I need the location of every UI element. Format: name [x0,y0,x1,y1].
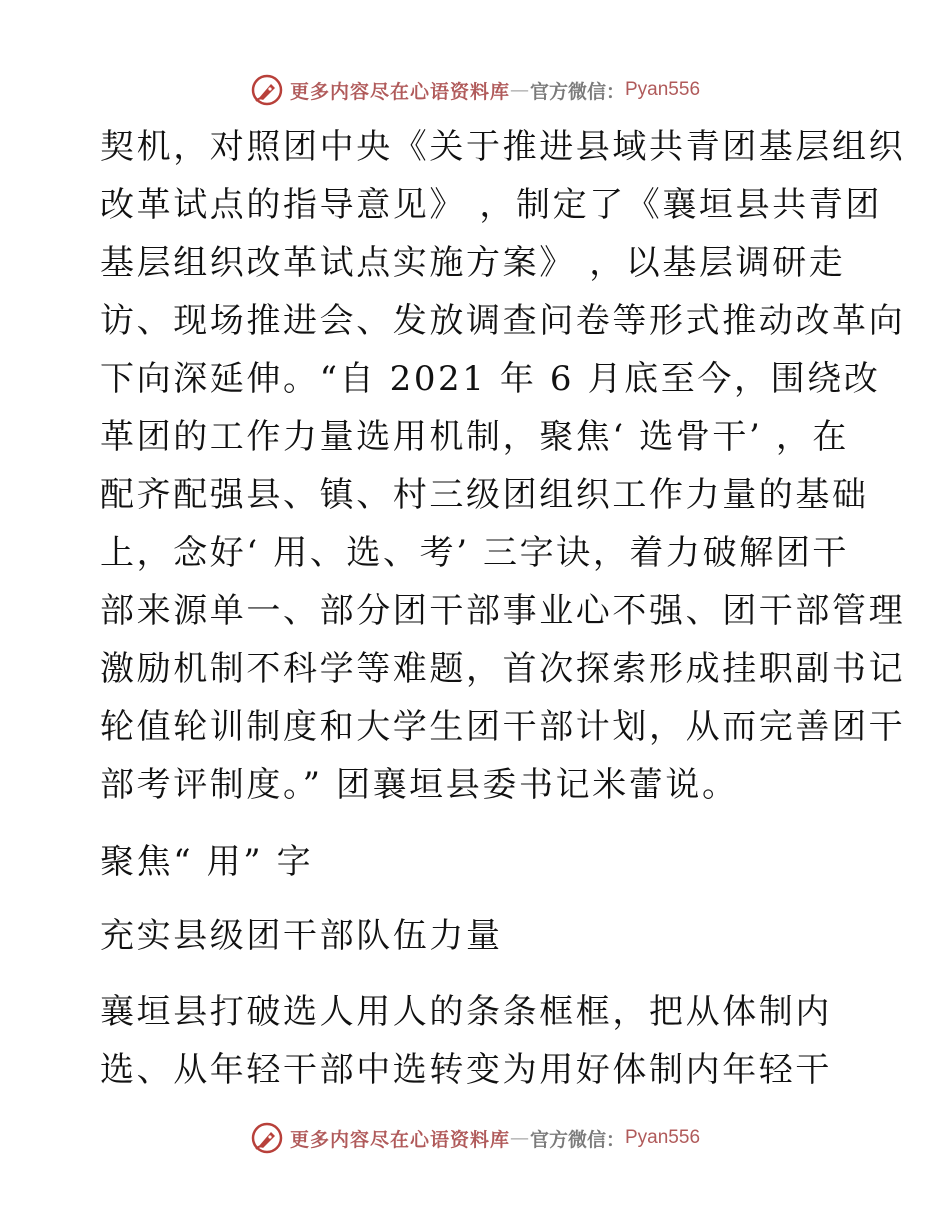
body-line-6: 革团的工作力量选用机制，聚焦‘ 选骨干’ ，在 [100,417,850,457]
pen-nib-logo-icon [250,1121,284,1155]
header-banner-account: Pyan556 [625,79,701,100]
body-line-1: 契机，对照团中央《关于推进县域共青团基层组织 [100,127,906,167]
body-line-13: 襄垣县打破选人用人的条条框框，把从体制内 [100,992,832,1032]
header-banner-dash: — [509,79,530,101]
header-banner-label: 官方微信： [529,80,625,103]
section-heading-2: 充实县级团干部队伍力量 [100,916,503,956]
section-heading-1: 聚焦“ 用” 字 [100,842,314,882]
body-line-12: 部考评制度。” 团襄垣县委书记米蕾说。 [100,765,739,805]
header-banner-text: 更多内容尽在心语资料库 [289,80,510,103]
footer-banner-account: Pyan556 [625,1127,701,1148]
header-banner [0,70,950,110]
body-line-14: 选、从年轻干部中选转变为用好体制内年轻干 [100,1050,832,1090]
body-line-3: 基层组织改革试点实施方案》 ，以基层调研走 [100,243,846,283]
pen-nib-logo-icon [250,73,284,107]
footer-banner-text: 更多内容尽在心语资料库 [289,1128,510,1151]
body-line-2: 改革试点的指导意见》 ，制定了《襄垣县共青团 [100,185,883,225]
body-line-10: 激励机制不科学等难题，首次探索形成挂职副书记 [100,649,906,689]
body-line-9: 部来源单一、部分团干部事业心不强、团干部管理 [100,591,906,631]
body-line-11: 轮值轮训制度和大学生团干部计划，从而完善团干 [100,707,906,747]
body-line-4: 访、现场推进会、发放调查问卷等形式推动改革向 [100,301,906,341]
footer-banner [0,1118,950,1158]
footer-banner-label: 官方微信： [529,1128,625,1151]
body-line-8: 上，念好‘ 用、选、考’ 三字诀，着力破解团干 [100,533,850,573]
footer-banner-dash: — [509,1127,530,1149]
body-line-7: 配齐配强县、镇、村三级团组织工作力量的基础 [100,475,869,515]
body-line-5: 下向深延伸。“自 2021 年 6 月底至今，围绕改 [100,359,881,399]
